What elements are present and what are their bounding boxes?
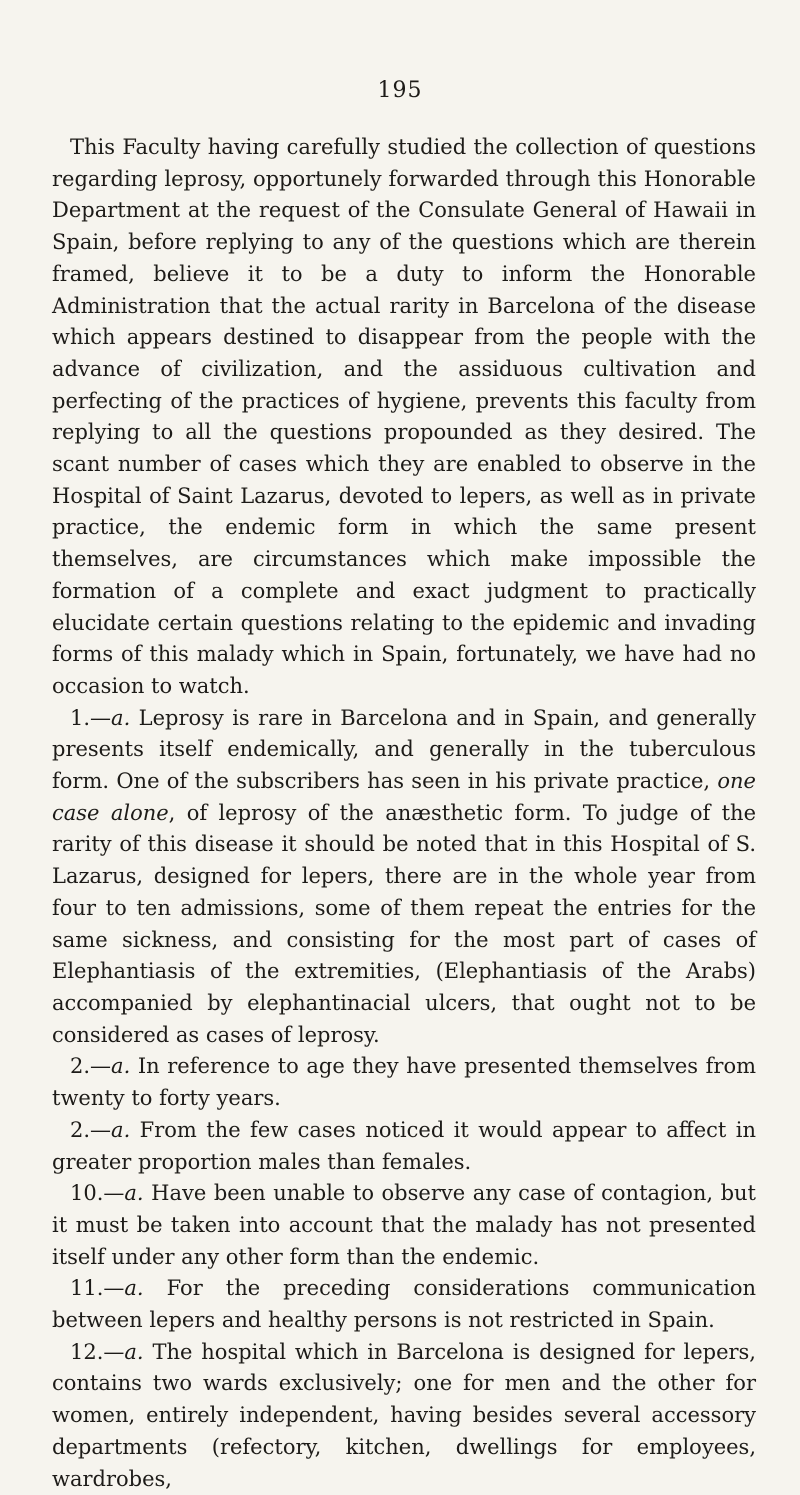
answer-text: Have been unable to observe any case of contagion, but it must be taken into account that the malady has not presented itself under any other form than the endemic. — [52, 1181, 756, 1269]
answer-emphasis: one case alone — [52, 769, 756, 825]
answer-letter: a. — [111, 1054, 131, 1079]
document-body — [52, 132, 756, 1495]
answer-paragraph-1 — [52, 703, 756, 1052]
intro-paragraph: This Faculty having carefully studied the collection of questions regarding leprosy, opportunely forwarded through this Honorable Department at the request of the Consulate General of Hawaii in Spain, before replying to any of the questions which are therein framed, believe it to be a duty to inform the Honorable Administration that the actual rarity in Barcelona of the disease which appears destined to disappear from the people with the advance of civilization, and the assiduous cultivation and perfecting of the practices of hygiene, prevents this faculty from replying to all the questions propounded as they desired. The scant number of cases which they are enabled to observe in the Hospital of Saint Lazarus, devoted to lepers, as well as in private practice, the endemic form in which the same present themselves, are circumstances which make impossible the formation of a complete and exact judgment to practically elucidate certain questions relating to the epidemic and invading forms of this malady which in Spain, fortunately, we have had no occasion to watch. — [52, 135, 756, 698]
answer-number: 1.— — [70, 705, 112, 730]
answer-letter: a. — [124, 1181, 144, 1206]
answer-paragraph-4 — [52, 1178, 756, 1273]
answer-text: From the few cases noticed it would appear to affect in greater proportion males than females. — [52, 1117, 756, 1174]
page-number: 195 — [377, 78, 423, 103]
answer-number: 11.— — [70, 1276, 125, 1301]
answer-number: 12.— — [70, 1339, 125, 1364]
answer-letter: a. — [124, 1276, 144, 1301]
answer-text: The hospital which in Barcelona is designed for lepers, contains two wards exclusively; one for men and the other for women, entirely independent, having besides several accessory departments (refectory, kitchen, dwellings for employees, wardrobes, — [52, 1339, 756, 1491]
answer-number: 2.— — [70, 1054, 112, 1079]
answer-number: 10.— — [70, 1181, 125, 1206]
answer-text-before: Leprosy is rare in Barcelona and in Spain, and generally presents itself endemically, and generally in the tuberculous form. One of the subscribers has seen in his private practice, — [52, 705, 756, 794]
answer-letter: a. — [124, 1339, 144, 1364]
answer-paragraph-2 — [52, 1051, 756, 1114]
answer-letter: a. — [111, 705, 131, 730]
answer-text-after: , of leprosy of the anæsthetic form. To judge of the rarity of this disease it should be noted that in this Hospital of S. Lazarus, designed for lepers, there are in the whole year from four to ten admissions, some of them repeat the entries for the same sickness, and consisting for the most part of cases of Elephantiasis of the extremities, (Elephantiasis of the Arabs) accompanied by elephantinacial ulcers, that ought not to be considered as cases of leprosy. — [52, 800, 756, 1047]
answer-letter: a. — [111, 1117, 131, 1142]
answer-text: For the preceding considerations communication between lepers and healthy persons is not restricted in Spain. — [52, 1276, 756, 1333]
answer-number: 2.— — [70, 1117, 112, 1142]
answer-paragraph-5 — [52, 1273, 756, 1336]
answer-text: In reference to age they have presented themselves from twenty to forty years. — [52, 1054, 756, 1111]
answer-paragraph-3 — [52, 1115, 756, 1178]
answer-paragraph-6 — [52, 1337, 756, 1495]
